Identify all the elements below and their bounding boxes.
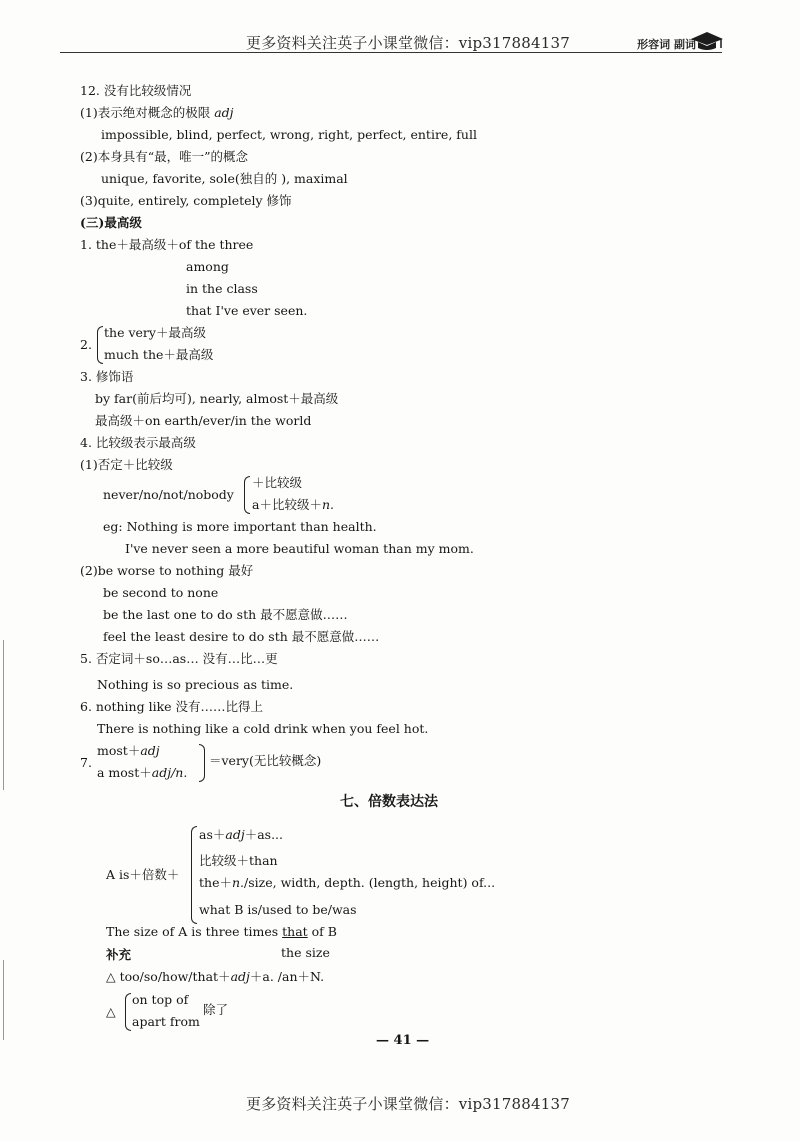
left-brace [244, 476, 250, 514]
left-brace [125, 993, 131, 1031]
sup-4-1: (1)否定＋比较级 [80, 457, 173, 472]
sup-2-bottom: much the＋最高级 [104, 347, 214, 362]
sup-3-a: by far(前后均可), nearly, almost＋最高级 [95, 391, 339, 406]
supp-1-a: △ too/so/how/that＋ [106, 969, 231, 984]
section-title-multiples: 七、倍数表达法 [340, 794, 438, 810]
example-b: of B [307, 924, 337, 939]
item-12-1-text: (1)表示绝对概念的极限 [80, 105, 211, 120]
supp-1-c: ＋a. /an＋N. [249, 969, 325, 984]
item-12-1-words: impossible, blind, perfect, wrong, right, perfect, entire, full [101, 127, 477, 142]
opt-3-a: the＋ [199, 875, 232, 890]
noun-term: n. [321, 497, 334, 512]
section-tag-label: 形容词 副词 [637, 38, 696, 51]
sup-1-among: among [186, 259, 229, 274]
multiples-option-2: 比较级＋than [199, 853, 278, 868]
sup-5-example: Nothing is so precious as time. [97, 677, 294, 692]
item-12-2: (2)本身具有“最，唯一”的概念 [80, 149, 248, 164]
header-watermark: 更多资料关注英子小课堂微信：vip317884137 [246, 34, 570, 52]
multiples-lead: A is＋倍数＋ [106, 867, 180, 882]
sup-7-bottom [97, 764, 187, 782]
sup-1-class: in the class [186, 281, 258, 296]
opt-3-c: /size, width, depth. (length, height) of... [244, 875, 496, 890]
sup-3: 3. 修饰语 [80, 369, 134, 384]
supplement-label: 补充 [106, 947, 132, 962]
sup-4-2-a: be second to none [103, 585, 219, 600]
item-12-1 [80, 104, 234, 122]
sup-4-example-2: I've never seen a more beautiful woman than my mom. [125, 541, 474, 556]
sup-1: 1. the＋最高级＋of the three [80, 237, 254, 252]
sup-7-bottom-text: a most＋ [97, 765, 152, 780]
right-brace [199, 744, 205, 782]
sup-7-top-text: most＋ [97, 743, 141, 758]
header-rule [60, 52, 722, 53]
left-brace [191, 826, 197, 924]
graduation-cap-icon [690, 30, 724, 52]
supplement-1 [106, 968, 324, 986]
item-12-3: (3)quite, entirely, completely 修饰 [80, 193, 292, 208]
opt-1-a: as＋ [199, 827, 226, 842]
sup-4-2-b: be the last one to do sth 最不愿意做…… [103, 607, 348, 622]
supplement-2-meaning: 除了 [203, 1002, 229, 1017]
adj-noun-term: adj/n. [151, 765, 188, 780]
adj-term: adj [225, 827, 245, 842]
sup-7-top [97, 742, 160, 760]
sup-2-number: 2. [80, 337, 92, 352]
triangle-icon: △ [106, 1004, 116, 1019]
item-12-2-words: unique, favorite, sole(独自的 ), maximal [101, 171, 348, 186]
left-brace [97, 326, 103, 364]
sup-6-example: There is nothing like a cold drink when you feel hot. [97, 721, 429, 736]
sup-4-2-c: feel the least desire to do sth 最不愿意做…… [103, 629, 380, 644]
opt-1-c: ＋as... [244, 827, 284, 842]
sup-5: 5. 否定词＋so…as… 没有…比…更 [80, 651, 278, 666]
multiples-option-3 [199, 874, 495, 892]
sup-4-example-1: eg: Nothing is more important than health. [103, 519, 377, 534]
the-size-note: the size [281, 945, 330, 960]
sup-1-seen: that I've ever seen. [186, 303, 308, 318]
multiples-option-4: what B is/used to be/was [199, 902, 357, 917]
sup-3-b: 最高级＋on earth/ever/in the world [95, 413, 312, 428]
example-a: The size of A is three times [106, 924, 283, 939]
multiples-example [106, 923, 337, 941]
sup-4: 4. 比较级表示最高级 [80, 435, 196, 450]
example-that: that [282, 924, 308, 939]
sup-4-1-top: ＋比较级 [252, 475, 303, 490]
sup-6: 6. nothing like 没有……比得上 [80, 699, 264, 714]
sup-4-1-left: never/no/not/nobody [103, 487, 234, 502]
sup-4-1-bottom [252, 496, 334, 514]
sup-2-top: the very＋最高级 [104, 325, 206, 340]
adj-term: adj [230, 969, 250, 984]
adj-term: adj [214, 105, 234, 120]
scan-edge [3, 960, 4, 1040]
page-number: — 41 — [376, 1033, 430, 1048]
subsection-superlative: (三)最高级 [80, 215, 142, 230]
section-tag [637, 36, 696, 52]
sup-7-meaning: ＝very(无比较概念) [209, 753, 322, 768]
sup-7-number: 7. [80, 755, 92, 770]
adj-term: adj [140, 743, 160, 758]
scan-edge [3, 640, 4, 790]
supplement-2-bottom: apart from [132, 1014, 200, 1029]
noun-term: n. [231, 875, 245, 890]
supplement-2-top: on top of [132, 992, 189, 1007]
footer-watermark: 更多资料关注英子小课堂微信：vip317884137 [246, 1095, 570, 1113]
multiples-option-1 [199, 826, 283, 844]
sup-4-2: (2)be worse to nothing 最好 [80, 563, 254, 578]
heading-12: 12. 没有比较级情况 [80, 83, 192, 98]
sup-4-1-bottom-text: a＋比较级＋ [252, 497, 322, 512]
